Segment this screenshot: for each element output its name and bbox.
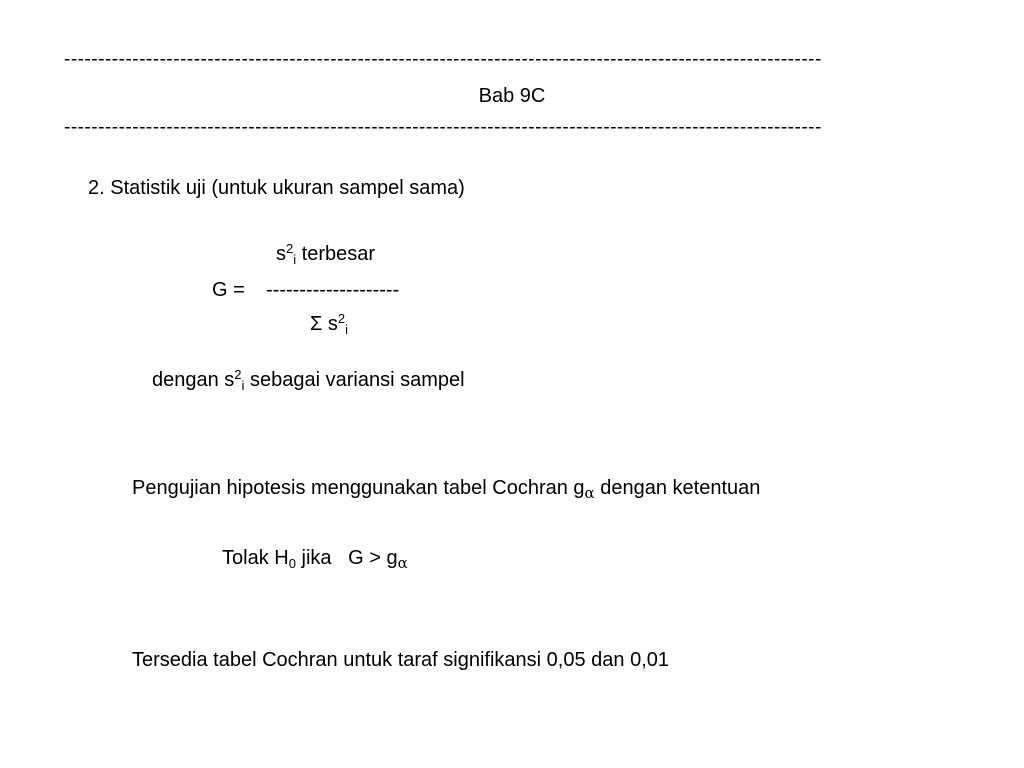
formula-lhs: G = [212,279,245,301]
alpha-symbol: α [584,484,595,502]
variance-note [152,368,465,392]
reject-rule [222,546,408,570]
test-description [132,476,760,500]
formula-numerator [276,242,375,266]
numerator-sub: i [293,252,297,267]
denominator-sub: i [345,322,349,337]
reject-mid: jika G > g [295,547,398,569]
denominator-prefix: Σ s [310,313,338,335]
page-title: Bab 9C [478,85,546,107]
section-heading: 2. Statistik uji (untuk ukuran sampel sama) [88,177,465,199]
header-rule-top: --------------------------------------------------------------------------------------------------------------- [64,49,822,70]
formula-denominator [310,312,348,336]
header-rule-bottom: --------------------------------------------------------------------------------------------------------------- [64,117,822,138]
numerator-base: s [276,243,286,265]
numerator-text: terbesar [296,243,376,265]
test-prefix: Pengujian hipotesis menggunakan tabel Cochran g [132,477,585,499]
note-sub: i [241,378,245,393]
reject-prefix: Tolak H [222,547,289,569]
reject-sub: 0 [288,556,296,571]
note-suffix: sebagai variansi sampel [244,369,465,391]
note-sup: 2 [234,367,242,382]
test-suffix: dengan ketentuan [594,477,761,499]
reject-alpha-symbol: α [397,554,408,572]
footer-note: Tersedia tabel Cochran untuk taraf signifikansi 0,05 dan 0,01 [132,649,670,671]
formula-fraction-bar: -------------------- [266,279,400,301]
note-prefix: dengan s [152,369,235,391]
denominator-sup: 2 [337,311,346,326]
numerator-sup: 2 [286,241,294,256]
